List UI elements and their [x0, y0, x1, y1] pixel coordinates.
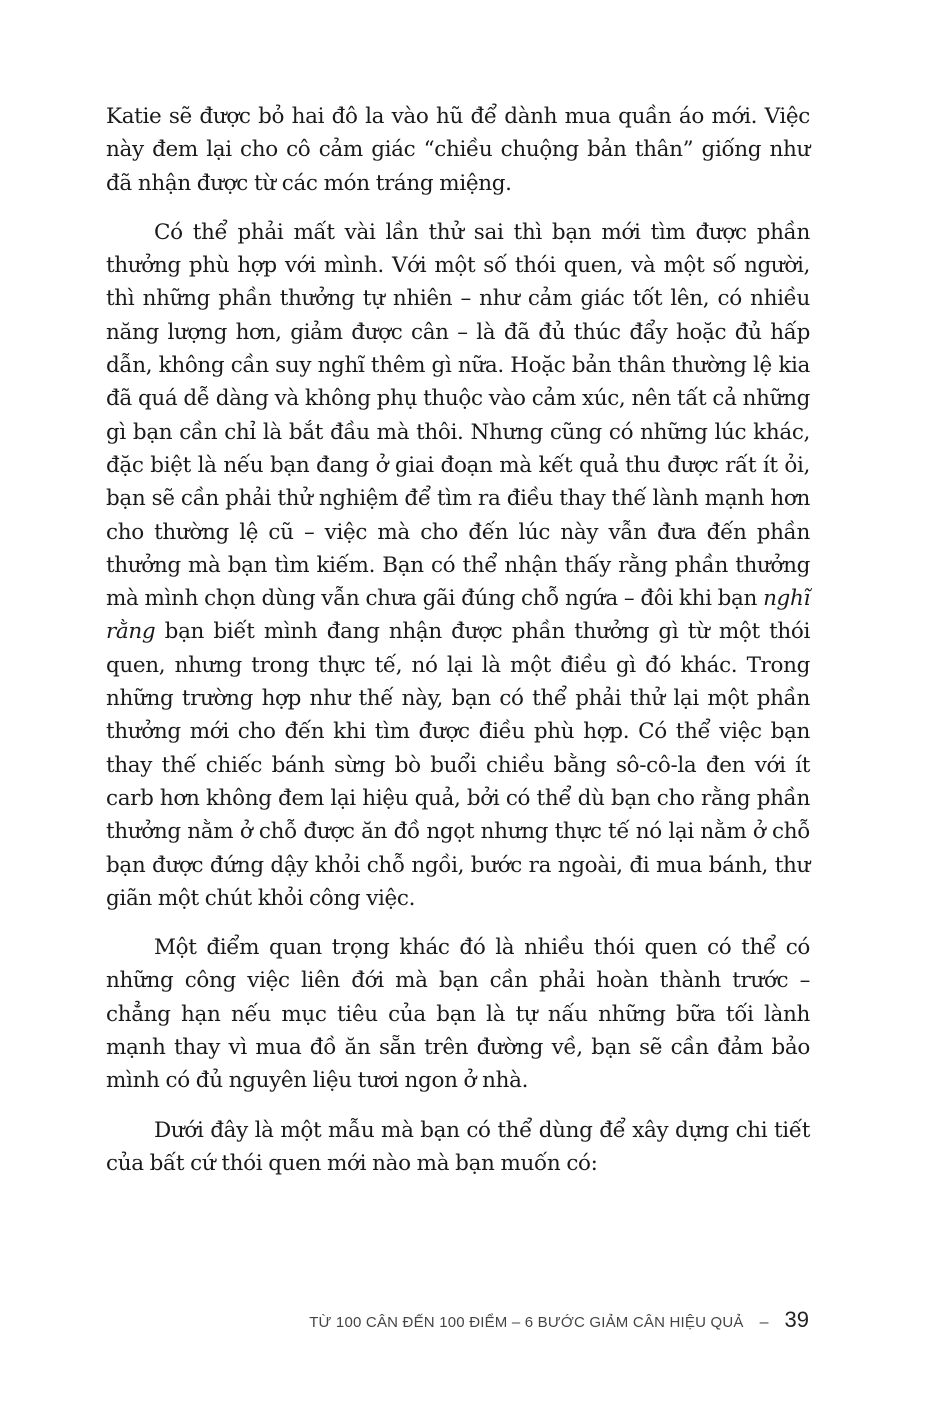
paragraph-2-run-3: bạn biết mình đang nhận được phần thưởng gì từ một thói quen, nhưng trong thực tế, nó lại là một điều gì đó khác. Trong những trường hợp như thế này, bạn có thể phải thử lại một phần thưởng mới cho đến khi tìm được điều phù hợp. Có thể việc bạn thay thế chiếc bánh sừng bò buổi chiều bằng sô-cô-la đen với ít carb hơn không đem lại hiệu quả, bởi có thể dù bạn cho rằng phần thưởng nằm ở chỗ được ăn đồ ngọt nhưng thực tế nó lại nằm ở chỗ bạn được đứng dậy khỏi chỗ ngồi, bước ra ngoài, đi mua bánh, thư giãn một chút khỏi công việc.	[106, 619, 810, 911]
paragraph-4-run-1: Dưới đây là một mẫu mà bạn có thể dùng để xây dựng chi tiết của bất cứ thói quen mới nào mà bạn muốn có:	[106, 1117, 810, 1176]
paragraph-2-italic-run: nghĩ rằng	[106, 586, 810, 645]
paragraph-1	[106, 100, 810, 200]
body-text	[106, 100, 810, 1180]
running-title: TỪ 100 CÂN ĐẾN 100 ĐIỂM – 6 BƯỚC GIẢM CÂN HIỆU QUẢ	[309, 1314, 744, 1331]
paragraph-1-run-1: Katie sẽ được bỏ hai đô la vào hũ để dành mua quần áo mới. Việc này đem lại cho cô cảm giác “chiều chuộng bản thân” giống như đã nhận được từ các món tráng miệng.	[106, 104, 810, 196]
footer-separator: –	[759, 1314, 769, 1331]
paragraph-2	[106, 216, 810, 915]
paragraph-3	[106, 931, 810, 1097]
paragraph-4	[106, 1114, 810, 1181]
page-footer	[309, 1307, 809, 1333]
paragraph-3-run-1: Một điểm quan trọng khác đó là nhiều thói quen có thể có những công việc liên đới mà bạn cần phải hoàn thành trước – chẳng hạn nếu mục tiêu của bạn là tự nấu những bữa tối lành mạnh thay vì mua đồ ăn sẵn trên đường về, bạn sẽ cần đảm bảo mình có đủ nguyên liệu tươi ngon ở nhà.	[106, 935, 810, 1094]
paragraph-2-run-1: Có thể phải mất vài lần thử sai thì bạn mới tìm được phần thưởng phù hợp với mình. Với một số thói quen, và một số người, thì những phần thưởng tự nhiên – như cảm giác tốt lên, có nhiều năng lượng hơn, giảm được cân – là đã đủ thúc đẩy hoặc đủ hấp dẫn, không cần suy nghĩ thêm gì nữa. Hoặc bản thân thường lệ kia đã quá dễ dàng và không phụ thuộc vào cảm xúc, nên tất cả những gì bạn cần chỉ là bắt đầu mà thôi. Nhưng cũng có những lúc khác, đặc biệt là nếu bạn đang ở giai đoạn mà kết quả thu được rất ít ỏi, bạn sẽ cần phải thử nghiệm để tìm ra điều thay thế lành mạnh hơn cho thường lệ cũ – việc mà cho đến lúc này vẫn đưa đến phần thưởng mà bạn tìm kiếm. Bạn có thể nhận thấy rằng phần thưởng mà mình chọn dùng vẫn chưa gãi đúng chỗ ngứa – đôi khi bạn	[106, 219, 810, 612]
page-number: 39	[784, 1307, 809, 1332]
